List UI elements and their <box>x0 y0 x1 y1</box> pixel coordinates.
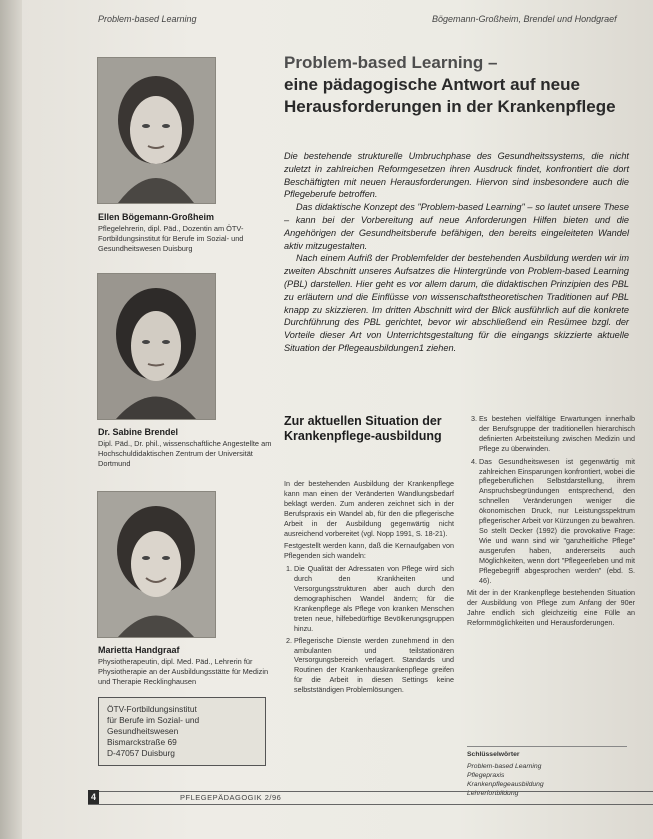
author-name-3: Marietta Handgraaf <box>98 645 180 655</box>
keywords-heading: Schlüsselwörter <box>467 751 520 758</box>
list-item: 3. Es bestehen vielfältige Erwartungen innerhalb der Berufsgruppe der traditionellen hierarchisch definierten Arbeitsteilung zwischen Medizin und Pflege zu überwinden. <box>479 414 635 454</box>
running-head-right: Bögemann-Großheim, Brendel und Hondgraef <box>432 14 617 24</box>
keyword: Pflegepraxis <box>467 772 505 779</box>
intro-text <box>284 150 629 355</box>
author-desc-1: Pflegelehrerin, dipl. Päd., Dozentin am ÖTV-Fortbildungsinstitut für Berufe im Sozial- und Gesundheitswesen Duisburg <box>98 224 244 254</box>
list-item: 2. Pflegerische Dienste werden zunehmend in den ambulanten und teilstationären Versorgungsbereich verlagert. Standards und Routinen der Krankenhauskrankenpflege greifen für die Arbeit in diesen Settings keine selbstständigen Problemlösungen. <box>294 636 454 695</box>
intro-paragraph-3: Nach einem Aufriß der Problemfelder der bestehenden Ausbildung werden wir im zweiten Abschnitt unseres Aufsatzes die Hintergründe von Problem-based Learning (PBL) darstellen. Hier geht es vor allem darum, die didaktischen Prinzipien des PBL zu erläutern und die Einflüsse von wissenschaftstheoretischen Traditionen auf PBL knapp zu skizzieren. Im dritten Abschnitt wird der Blick ausführlich auf die konkrete Durchführung des PBL gerichtet, bevor wir abschließend ein Resümee bzgl. der Vorteile dieser Art von Unterrichtsgestaltung für die eingangs skizzierte aktuelle Situation der Pflegeausbildungen1 ziehen. <box>284 253 629 353</box>
body-paragraph: Festgestellt werden kann, daß die Kernaufgaben von Pflegenden sich wandeln: <box>284 541 454 561</box>
intro-paragraph-1: Die bestehende strukturelle Umbruchphase des Gesundheitssystems, die nicht zuletzt in zahlreichen Reformgesetzen ihren Ausdruck findet, konfrontiert die dort Beschäftigten mit neuen Herausforderungen. Hiervon sind insbesondere auch die Pflegeberufe betroffen. <box>284 151 629 200</box>
body-paragraph: Mit der in der Krankenpflege bestehenden Situation der Ausbildung von Pflege zum Anfang der 90er Jahre endlich sich gleichzeitig eine Fülle an Reformmöglichkeiten und Herausforderungen. <box>467 588 635 628</box>
journal-name: PFLEGEPÄDAGOGIK 2/96 <box>180 793 282 802</box>
page-edge-shadow <box>0 0 22 839</box>
author-photo-3 <box>97 491 216 638</box>
title-line-1: Problem-based Learning – <box>284 53 498 72</box>
body-column-middle <box>284 479 454 697</box>
running-head-left: Problem-based Learning <box>98 14 197 24</box>
author-name-2: Dr. Sabine Brendel <box>98 427 179 437</box>
author-desc-3: Physiotherapeutin, dipl. Med. Päd., Lehrerin für Physiotherapie an der Ausbildungsstätte für Medizin und Therapie Recklinghausen <box>98 657 269 687</box>
intro-paragraph-2: Das didaktische Konzept des "Problem-based Learning" – so lautet unsere These – kann bei der Vorbereitung auf neue Anforderungen Hilfen bieten und die Angehörigen der Gesundheitsberufe befähigen, den bereits eingeleiteten Wandel aktiv mitzugestalten. <box>284 202 629 251</box>
keyword: Problem-based Learning <box>467 763 542 770</box>
address-line: D-47057 Duisburg <box>107 748 175 758</box>
author-photo-1 <box>97 57 216 204</box>
keyword: Lehrerfortbildung <box>467 790 519 797</box>
article-title <box>284 52 624 118</box>
address-line: für Berufe im Sozial- und <box>107 715 200 725</box>
address-box <box>98 697 266 766</box>
title-line-2: eine pädagogische Antwort auf neue Herausforderungen in der Krankenpflege <box>284 75 616 116</box>
address-line: Gesundheitswesen <box>107 726 179 736</box>
author-name-1: Ellen Bögemann-Großheim <box>98 212 215 222</box>
footer-rule <box>88 791 653 805</box>
body-paragraph: In der bestehenden Ausbildung der Krankenpflege kann man einen der Veränderten Wandlungsbedarf beklagt werden. Zum anderen zeichnet sich in der Berufspraxis ein Wandel ab, für den die pflegerische Arbeit in der Ausbildung gegenwärtig nicht ausreichend vorbereitet (vgl. Nopp 1991, S. 18-21). <box>284 479 454 538</box>
author-desc-2: Dipl. Päd., Dr. phil., wissenschaftliche Angestellte am Hochschuldidaktischen Zentrum der Universität Dortmund <box>98 439 272 469</box>
keyword: Krankenpflegeausbildung <box>467 781 544 788</box>
list-item: 1. Die Qualität der Adressaten von Pflege wird sich durch den Krankheiten und Versorgungsstrukturen aber auch durch den demographischen Wandel ändern; für die Krankenpflege als Pflege von kranken Menschen treten neue, hilfebedürftige Bevölkerungsgruppen hinzu. <box>294 564 454 633</box>
section-heading: Zur aktuellen Situation der Krankenpflege-ausbildung <box>284 414 442 443</box>
list-item: 4. Das Gesundheitswesen ist gegenwärtig mit zahlreichen Einsparungen konfrontiert, wobei die pflegeberuflichen Selbstdarstellung, ihrem Anspruchsbegründungen entsprechend, den schnellen Veränderungen weniger die ökonomischen Druck, nur Leistungsspektrum pflegerischer Arbeit vor Kürzungen zu bewahren. So stellt Decker (1992) die provokative Frage: Wie und wann sind wir "ganzheitliche Pflege" ausgerufen haben, andererseits auch Möglichkeiten, wenn dort "Pflegeerleben und mit Pflegebegriff abgesprochen werden" (ebd. S. 46). <box>479 457 635 586</box>
address-line: Bismarckstraße 69 <box>107 737 177 747</box>
author-photo-2 <box>97 273 216 420</box>
address-line: ÖTV-Fortbildungsinstitut <box>107 704 197 714</box>
body-column-right <box>467 414 635 628</box>
page-number: 4 <box>88 790 99 804</box>
